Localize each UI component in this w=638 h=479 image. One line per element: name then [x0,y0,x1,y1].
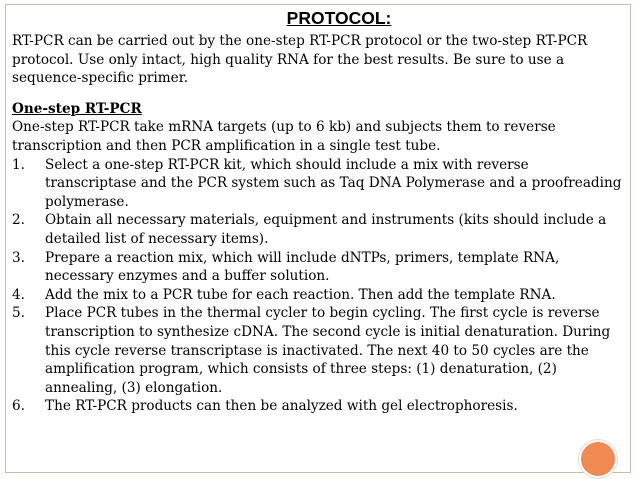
section-description: One-step RT-PCR take mRNA targets (up to 6 kb) and subjects them to reverse transcription and then PCR amplification in a single test tube. [12,119,556,154]
accent-dot [579,440,617,478]
slide-title: PROTOCOL: [286,8,392,28]
step-text: Add the mix to a PCR tube for each reaction. Then add the template RNA. [45,286,556,303]
slide-content [12,32,624,416]
list-item [12,286,624,305]
list-item [12,156,624,212]
intro-paragraph: RT-PCR can be carried out by the one-step RT-PCR protocol or the two-step RT-PCR protocol. Use only intact, high quality RNA for the best results. Be sure to use a sequence-specific primer. [12,33,588,87]
list-item [12,211,624,248]
step-number: 3. [12,249,25,266]
step-number: 6. [12,398,25,415]
step-text: Prepare a reaction mix, which will include dNTPs, primers, template RNA, necessary enzymes and a buffer solution. [45,249,560,285]
step-number: 1. [12,156,25,173]
step-text: The RT-PCR products can then be analyzed with gel electrophoresis. [45,398,518,415]
steps-list [12,156,624,416]
step-text: Obtain all necessary materials, equipment and instruments (kits should include a detailed list of necessary items). [45,212,607,247]
step-number: 2. [12,212,25,229]
list-item [12,397,624,416]
list-item [12,249,624,286]
list-item [12,304,624,397]
step-number: 4. [12,286,25,303]
section-heading: One-step RT-PCR [12,100,142,117]
step-text: Select a one-step RT-PCR kit, which should include a mix with reverse transcriptase and the PCR system such as Taq DNA Polymerase and a proofreading polymerase. [45,156,622,210]
step-number: 5. [12,305,25,322]
step-text: Place PCR tubes in the thermal cycler to begin cycling. The first cycle is reverse transcription to synthesize cDNA. The second cycle is initial denaturation. During this cycle reverse transcriptase is inactivated. The next 40 to 50 cycles are the amplification program, which consists of three steps: (1) denaturation, (2) annealing, (3) elongation. [45,305,611,396]
